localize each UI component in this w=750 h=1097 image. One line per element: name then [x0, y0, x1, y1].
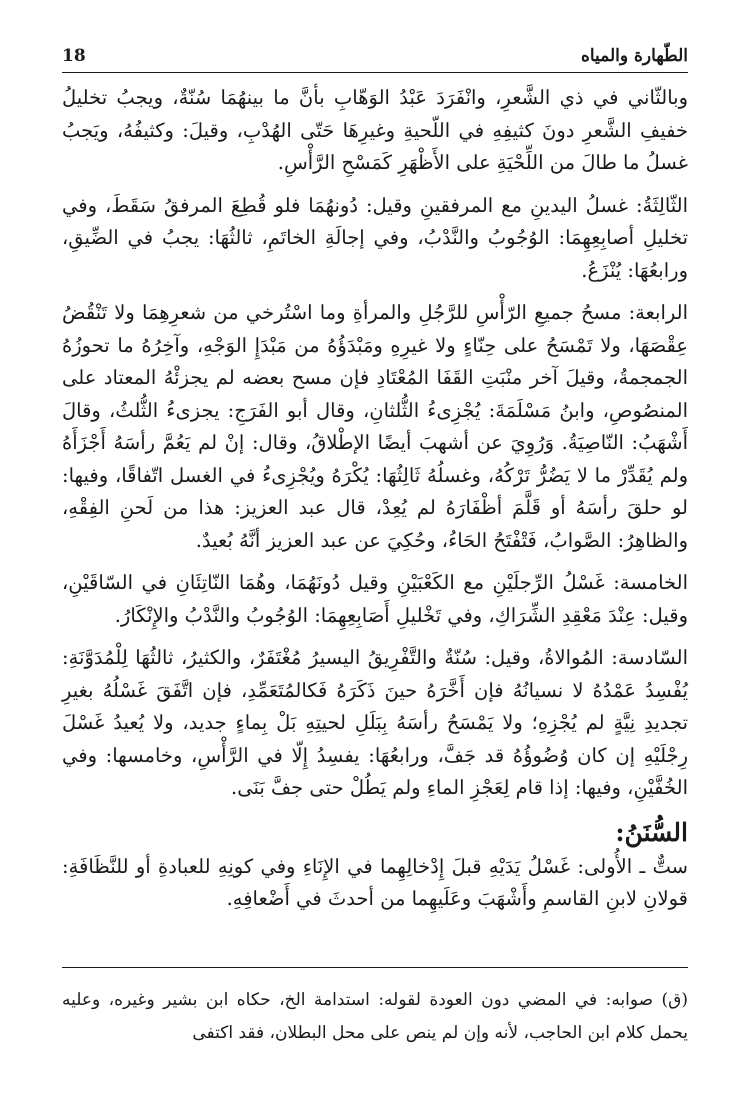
paragraph-fifth-feet: الخامسة: غَسْلُ الرِّجلَيْنِ مع الكَعْبَيْنِ وقيل دُونَهُمَا، وهُمَا النّاتِئَانِ في السّاقَيْنِ، وقيل: عِنْدَ مَعْقِدِ الشِّرَاكِ، وفي تَخْليلِ أَصَابِعِهِمَا: الوُجُوبُ والنَّدْبُ والإِنْكَارُ.	[62, 571, 688, 627]
paragraph-beard: وبالثّاني في ذي الشَّعرِ، وانْفَرَدَ عَبْدُ الوَهّابِ بأنَّ ما بينهُمَا سُنّةٌ، ويجبُ تخليلُ خفيفِ الشَّعرِ دونَ كثيفِهِ في اللّحيةِ وغيرِهَا حَتّى الهُدْبِ، وقيلَ: وكثيفُهُ، ويَجبُ غسلُ ما طالَ من اللِّحْيَةِ على الأَظْهَرِ كَمَسْحِ الرَّأْسِ.	[62, 86, 688, 174]
footnote-text: (ق) صوابه: في المضي دون العودة لقوله: استدامة الخ، حكاه ابن بشير وغيره، وعليه يحمل كلام ابن الحاجب، لأنه وإن لم ينص على محل البطلان، فقد اكتفى	[62, 990, 688, 1043]
section-heading-sunan: السُّنَنُ:	[615, 817, 688, 847]
footnote-divider	[62, 967, 688, 968]
main-text	[62, 82, 688, 926]
page-number: 18	[62, 46, 86, 66]
paragraph-third-hands: الثّالِثَةُ: غسلُ اليدينِ مع المرفقينِ وقيل: دُونهُمَا فلو قُطِعَ المرفقُ سَقَطَ، وفي تخليلِ أصابِعِهِمَا: الوُجُوبُ والنَّدْبُ، وفي إجالَةِ الخاتَمِ، ثالثُهَا: يجبُ في الضِّيقِ، ورابعُهَا: يُنْزَعُ.	[62, 193, 689, 282]
footnote	[62, 984, 688, 1050]
running-title: الطّهارة والمياه	[580, 46, 688, 66]
page-header	[62, 38, 688, 73]
paragraph-fourth-head: الرابعة: مسحُ جميعِ الرّأْسِ للرَّجُلِ والمرأةِ وما اسْتُرخي من شعرِهِمَا ولا تَنْقُضُ عِقْصَهَا، ولا تَمْسَحُ على حِنّاءٍ ولا غيرِهِ ومَبْدَؤُهُ من مَبْدَإِ الوَجْهِ، وآخِرُهُ ما تحوزُهُ الجمجمةُ، وقيلَ آخر منْبَتِ القَفَا المُعْتَادِ فإن مسح بعضه لم يجزئْهُ المعتاد على المنصُوصِ، وابنُ مَسْلَمَةَ: يُجْزِىءُ الثُّلثانِ، وقال أبو الفَرَجِ: يجزىءُ الثُّلثُ، وقالَ أَشْهَبُ: النّاصِيَةُ. وَرُوِيَ عن أشهبَ أيضًا الإطْلاقُ، وقال: إنْ لم يَعُمَّ رأسَهُ أَجْزَأَهُ ولم يُقَدِّرْ ما لا يَضُرُّ تَرْكُهُ، وغسلُهُ ثَالِثُهَا: يُكْرَهُ ويُجْزِىءُ في الغسل اتّفاقًا، وفيها: لو حلقَ رأسَهُ أو قَلَّمَ أظْفَارَهُ لم يُعِدْ، قال عبد العزيز: هذا من لَحنِ الفِقْهِ، والظاهِرُ: الصَّوابُ، فَتْفْتَحُ الحَاءُ، وحُكِيَ عن عبد العزيز أنَّهُ بُعيدٌ.	[62, 301, 688, 552]
paragraph-sunan-first: ستٌّ ـ الأُولى: غَسْلُ يَدَيْهِ قبلَ إِدْخالِهِما في الإِنَاءِ وفي كونِهِ للعبادةِ أو للنَّظَافَةِ: قولانِ لابنِ القاسمِ وأَشْهَبَ وعَلَيهِما من أحدثَ في أَضْعافِهِ.	[62, 854, 688, 910]
paragraph-sixth-continuity: السّادسة: المُوالاةُ، وقيل: سُنّةٌ والتَّفْرِيقُ اليسيرُ مُغْتَفَرٌ، والكثيرُ، ثالثُهَا لِلْمُدَوَّنَةِ: يُفْسِدُ عَمْدُهُ لا نسيانُهُ فإن أَخَّرَهُ حينَ ذَكَرَهُ فَكالمُتَعَمِّدِ، فإن اتَّفَقَ غَسْلُهُ بغيرِ تجديدِ نِيَّةٍ لم يُجْزِهِ؛ ولا يَمْسَحُ رأسَهُ بِبَلَلِ لحيتِهِ بَلْ بِماءٍ جديد، ولا يُعيدُ غَسْلَ رِجْلَيْهِ إن كان وُضُوؤُهُ قد جَفَّ، ورابعُهَا: يفسِدُ إِلّا في الرَّأْسِ، وخامسها: وفي الخُفَّيْنِ، وفيها: إذا قام لِعَجْزِ الماءِ ولم يَطُلْ حتى جفَّ بَنَى.	[62, 646, 688, 799]
